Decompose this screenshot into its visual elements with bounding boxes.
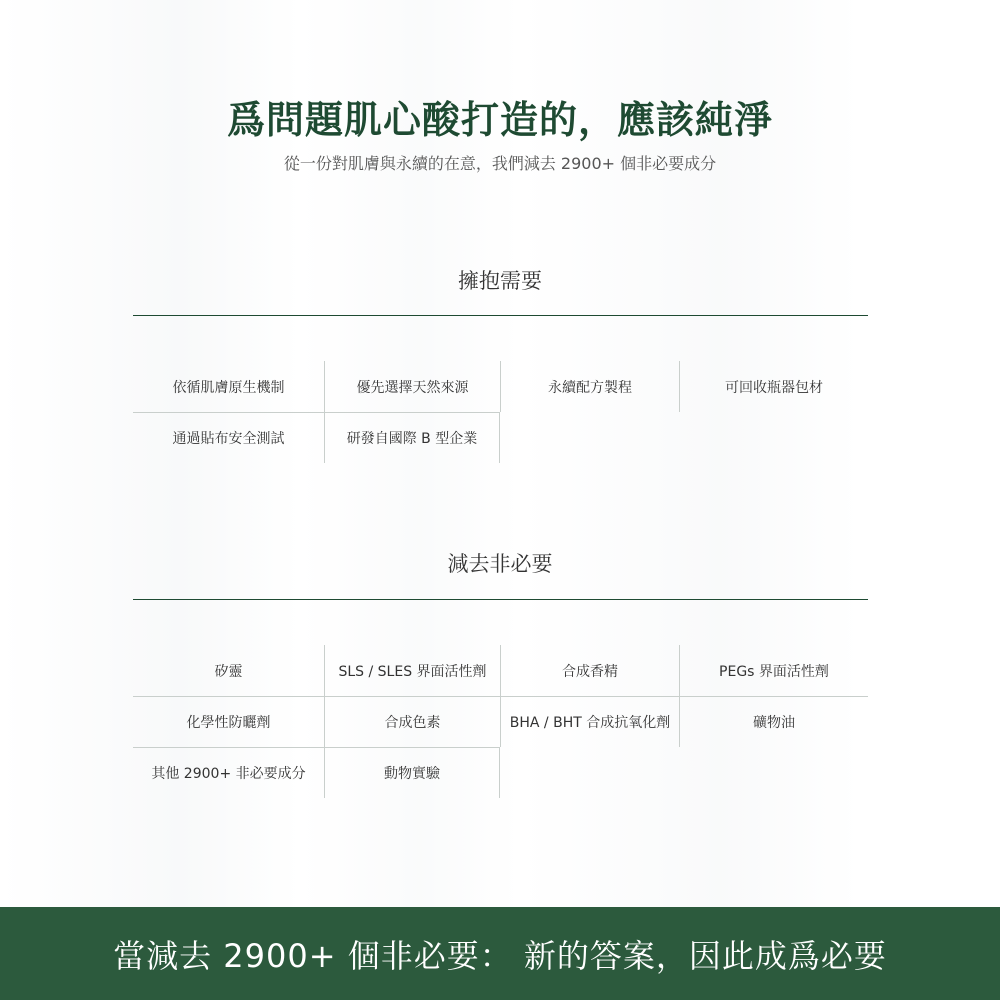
embrace-section-title: 擁抱需要 [458, 269, 542, 293]
embrace-item-sustainable-process: 永續配方製程 [500, 361, 679, 412]
remove-item-mineral-oil: 礦物油 [679, 696, 868, 747]
footer-slogan: 當減去 2900+ 個非必要： 新的答案，因此成爲必要 [113, 936, 887, 975]
remove-item-chemical-sunscreen: 化學性防曬劑 [133, 696, 324, 747]
remove-section-title: 減去非必要 [447, 552, 553, 576]
embrace-section-divider [133, 315, 868, 316]
remove-item-silicone: 矽靈 [214, 663, 243, 680]
remove-item-synthetic-fragrance: 合成香精 [500, 645, 679, 696]
remove-section-divider [133, 599, 868, 600]
remove-item-synthetic-colorant: 合成色素 [324, 696, 500, 747]
embrace-item-skin-mechanism: 依循肌膚原生機制 [172, 379, 285, 396]
embrace-item-b-corp: 研發自國際 B 型企業 [324, 412, 500, 463]
remove-item-pegs: PEGs 界面活性劑 [679, 645, 868, 696]
footer-banner [0, 907, 1000, 1000]
remove-item-other-2900: 其他 2900+ 非必要成分 [133, 747, 324, 798]
remove-item-bha-bht: BHA / BHT 合成抗氧化劑 [500, 696, 679, 747]
page-subtitle: 從一份對肌膚與永續的在意，我們減去 2900+ 個非必要成分 [283, 154, 717, 173]
embrace-item-natural-source: 優先選擇天然來源 [324, 361, 500, 412]
embrace-item-recyclable-packaging: 可回收瓶器包材 [679, 361, 868, 412]
embrace-grid [133, 361, 868, 463]
remove-grid [133, 645, 868, 798]
embrace-item-patch-test: 通過貼布安全測試 [133, 412, 324, 463]
remove-item-animal-testing: 動物實驗 [324, 747, 500, 798]
page-title: 爲問題肌心酸打造的，應該純淨 [226, 98, 773, 142]
remove-item-sls-sles: SLS / SLES 界面活性劑 [324, 645, 500, 696]
